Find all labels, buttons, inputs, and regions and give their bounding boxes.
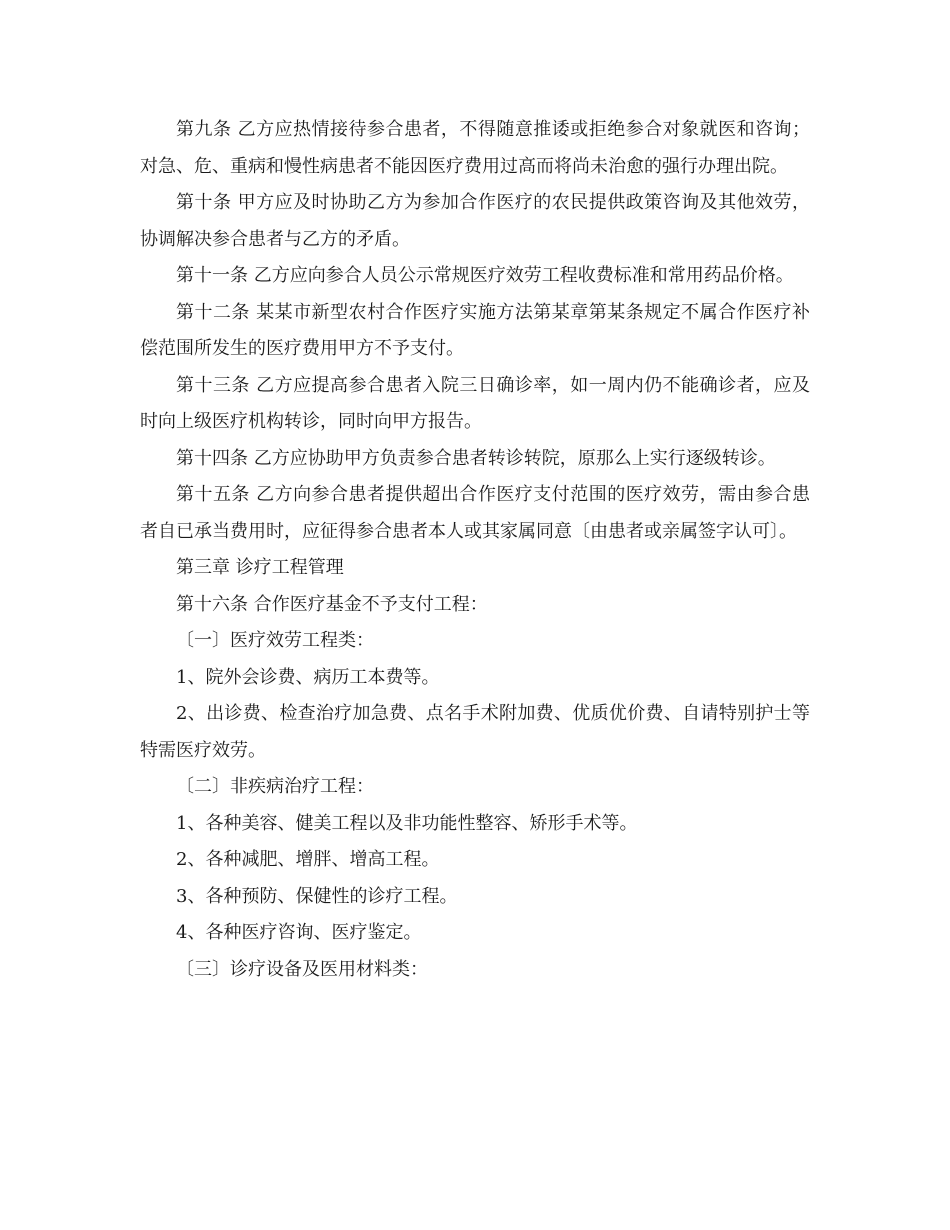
chapter-3-heading: 第三章 诊疗工程管理 [176,557,344,578]
list-item: 1、院外会诊费、病历工本费等。 [176,666,440,688]
paragraph-article-11: 第十一条 乙方应向参合人员公示常规医疗效劳工程收费标准和常用药品价格。 [176,265,794,286]
paragraph-article-14: 第十四条 乙方应协助甲方负责参合患者转诊转院，原那么上实行逐级转诊。 [176,447,776,469]
list-item: 2、出诊费、检查治疗加急费、点名手术附加费、优质优价费、自请特别护士等特需医疗效劳。 [140,703,810,761]
list-item: 2、各种减肥、增胖、增高工程。 [176,849,440,870]
paragraph-article-12: 第十二条 某某市新型农村合作医疗实施方法第某章第某条规定不属合作医疗补偿范围所发生的医疗费用甲方不予支付。 [140,301,810,359]
paragraph-article-10: 第十条 甲方应及时协助乙方为参加合作医疗的农民提供政策咨询及其他效劳，协调解决参合患者与乙方的矛盾。 [140,192,810,250]
paragraph-article-15: 第十五条 乙方向参合患者提供超出合作医疗支付范围的医疗效劳，需由参合患者自已承当费用时，应征得参合患者本人或其家属同意〔由患者或亲属签字认可〕。 [140,484,810,542]
subsection-2-heading: 〔二〕非疾病治疗工程： [176,776,374,797]
paragraph-article-13: 第十三条 乙方应提高参合患者入院三日确诊率，如一周内仍不能确诊者，应及时向上级医疗机构转诊，同时向甲方报告。 [140,374,810,432]
list-item: 1、各种美容、健美工程以及非功能性整容、矫形手术等。 [176,812,638,834]
paragraph-article-9: 第九条 乙方应热情接待参合患者，不得随意推诿或拒绝参合对象就医和咨询；对急、危、重病和慢性病患者不能因医疗费用过高而将尚未治愈的强行办理出院。 [140,119,810,177]
list-item: 3、各种预防、保健性的诊疗工程。 [176,885,458,907]
list-item: 4、各种医疗咨询、医疗鉴定。 [176,922,422,943]
subsection-3-heading: 〔三〕诊疗设备及医用材料类： [176,958,428,980]
subsection-1-heading: 〔一〕医疗效劳工程类： [176,630,374,651]
paragraph-article-16: 第十六条 合作医疗基金不予支付工程： [176,593,488,615]
